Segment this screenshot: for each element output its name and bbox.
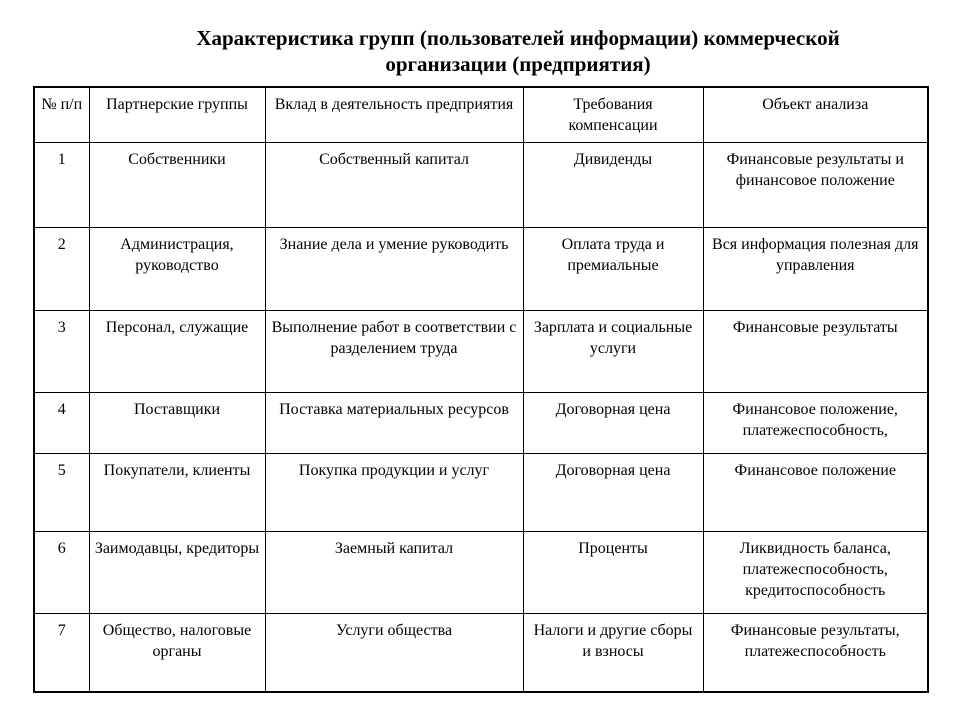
cell-analysis-object: Финансовые результаты	[703, 310, 928, 392]
table-row	[34, 142, 928, 227]
cell-contribution: Поставка материальных ресурсов	[265, 392, 523, 453]
cell-compensation: Зарплата и социальные услуги	[523, 310, 703, 392]
cell-number: 7	[34, 613, 89, 692]
cell-contribution: Заемный капитал	[265, 531, 523, 613]
page-title-line-1: Характеристика групп (пользователей информации) коммерческой	[196, 26, 840, 50]
header-compensation: Требования компенсации	[523, 87, 703, 142]
cell-number: 2	[34, 227, 89, 310]
cell-contribution: Покупка продукции и услуг	[265, 453, 523, 531]
cell-contribution: Услуги общества	[265, 613, 523, 692]
cell-compensation: Проценты	[523, 531, 703, 613]
cell-contribution: Собственный капитал	[265, 142, 523, 227]
table-header-row	[34, 87, 928, 142]
table-row	[34, 310, 928, 392]
page-title-line-2: организации (предприятия)	[385, 52, 651, 76]
cell-compensation: Договорная цена	[523, 392, 703, 453]
cell-partner-group: Администрация, руководство	[89, 227, 265, 310]
cell-partner-group: Поставщики	[89, 392, 265, 453]
header-contribution: Вклад в деятельность предприятия	[265, 87, 523, 142]
cell-number: 6	[34, 531, 89, 613]
header-number: № п/п	[34, 87, 89, 142]
cell-partner-group: Собственники	[89, 142, 265, 227]
cell-analysis-object: Вся информация полезная для управления	[703, 227, 928, 310]
cell-number: 1	[34, 142, 89, 227]
cell-contribution: Выполнение работ в соответствии с разделением труда	[265, 310, 523, 392]
cell-compensation: Налоги и другие сборы и взносы	[523, 613, 703, 692]
cell-number: 4	[34, 392, 89, 453]
cell-partner-group: Покупатели, клиенты	[89, 453, 265, 531]
header-analysis-object: Объект анализа	[703, 87, 928, 142]
cell-analysis-object: Финансовые результаты, платежеспособность	[703, 613, 928, 692]
cell-analysis-object: Ликвидность баланса, платежеспособность, кредитоспособность	[703, 531, 928, 613]
page-title	[0, 25, 960, 77]
cell-analysis-object: Финансовое положение, платежеспособность,	[703, 392, 928, 453]
table-row	[34, 453, 928, 531]
cell-analysis-object: Финансовые результаты и финансовое положение	[703, 142, 928, 227]
table-row	[34, 531, 928, 613]
table-row	[34, 227, 928, 310]
cell-compensation: Договорная цена	[523, 453, 703, 531]
cell-contribution: Знание дела и умение руководить	[265, 227, 523, 310]
cell-compensation: Оплата труда и премиальные	[523, 227, 703, 310]
cell-analysis-object: Финансовое положение	[703, 453, 928, 531]
table-row	[34, 613, 928, 692]
header-partner-groups: Партнерские группы	[89, 87, 265, 142]
cell-compensation: Дивиденды	[523, 142, 703, 227]
partner-groups-table	[33, 86, 929, 693]
cell-partner-group: Общество, налоговые органы	[89, 613, 265, 692]
cell-partner-group: Персонал, служащие	[89, 310, 265, 392]
cell-number: 5	[34, 453, 89, 531]
table-row	[34, 392, 928, 453]
cell-number: 3	[34, 310, 89, 392]
cell-partner-group: Заимодавцы, кредиторы	[89, 531, 265, 613]
